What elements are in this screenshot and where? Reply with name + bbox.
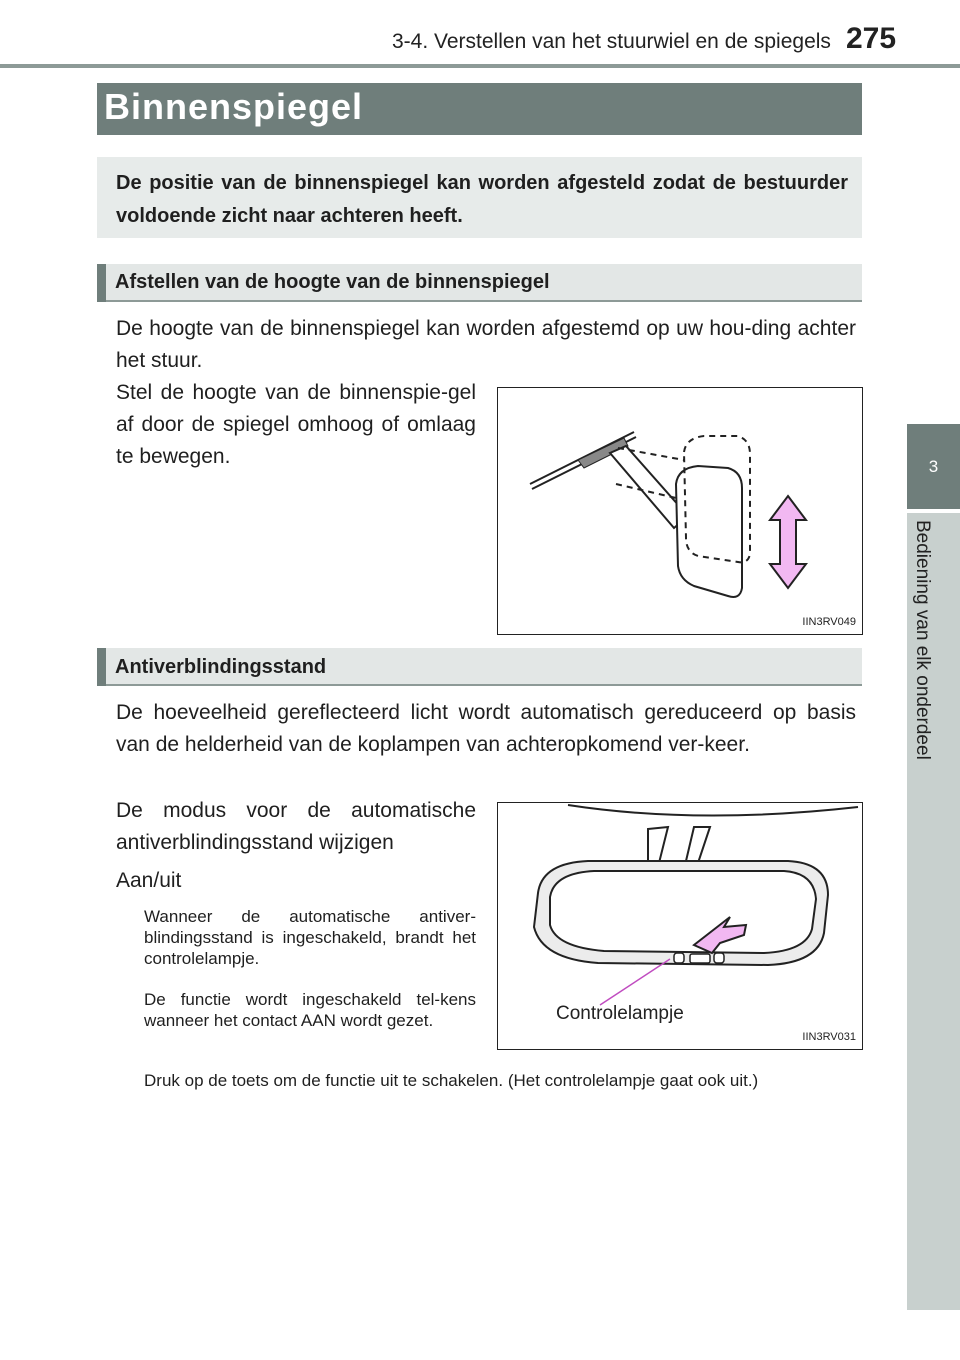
header-divider (0, 64, 960, 68)
figure-antiglare-mirror (497, 802, 863, 1050)
note-ignition: De functie wordt ingeschakeld tel-kens wanneer het contact AAN wordt gezet. (144, 990, 476, 1030)
chapter-number-tab: 3 (907, 424, 960, 509)
section-heading-height: Afstellen van de hoogte van de binnenspiegel (115, 271, 550, 293)
chapter-title: 3-4. Verstellen van het stuurwiel en de spiegels (392, 30, 831, 53)
figure-code: IIN3RV049 (802, 616, 856, 628)
page-number: 275 (846, 22, 897, 55)
note-indicator: Wanneer de automatische antiver-blindingsstand is ingeschakeld, brandt het controlelampje. (144, 907, 476, 968)
paragraph-height-instruction: Stel de hoogte van de binnenspie-gel af door de spiegel omhoog of omlaag te bewegen. (116, 381, 476, 468)
mirror-height-illustration (498, 388, 862, 634)
figure-code: IIN3RV031 (802, 1031, 856, 1043)
figure-mirror-height (497, 387, 863, 635)
paragraph-onoff: Aan/uit (116, 869, 182, 892)
intro-text: De positie van de binnenspiegel kan worden afgesteld zodat de bestuurder voldoende zicht naar achteren heeft. (116, 172, 848, 227)
section-marker (97, 648, 106, 686)
paragraph-antiglare-mode: De modus voor de automatische antiverblindingsstand wijzigen (116, 799, 476, 854)
section-heading-antiglare: Antiverblindingsstand (115, 656, 327, 678)
paragraph-height-intro: De hoogte van de binnenspiegel kan worden afgestemd op uw hou-ding achter het stuur. (116, 317, 856, 372)
page-title: Binnenspiegel (104, 86, 364, 127)
figure-callout-label: Controlelampje (556, 1003, 684, 1024)
section-marker (97, 264, 106, 302)
note-switch-off: Druk op de toets om de functie uit te schakelen. (Het controlelampje gaat ook uit.) (144, 1071, 759, 1090)
paragraph-antiglare-intro: De hoeveelheid gereflecteerd licht wordt automatisch gereduceerd op basis van de helderheid van de koplampen van achteropkomend ver-keer. (116, 701, 856, 756)
chapter-side-label: Bediening van elk onderdeel (912, 520, 933, 760)
